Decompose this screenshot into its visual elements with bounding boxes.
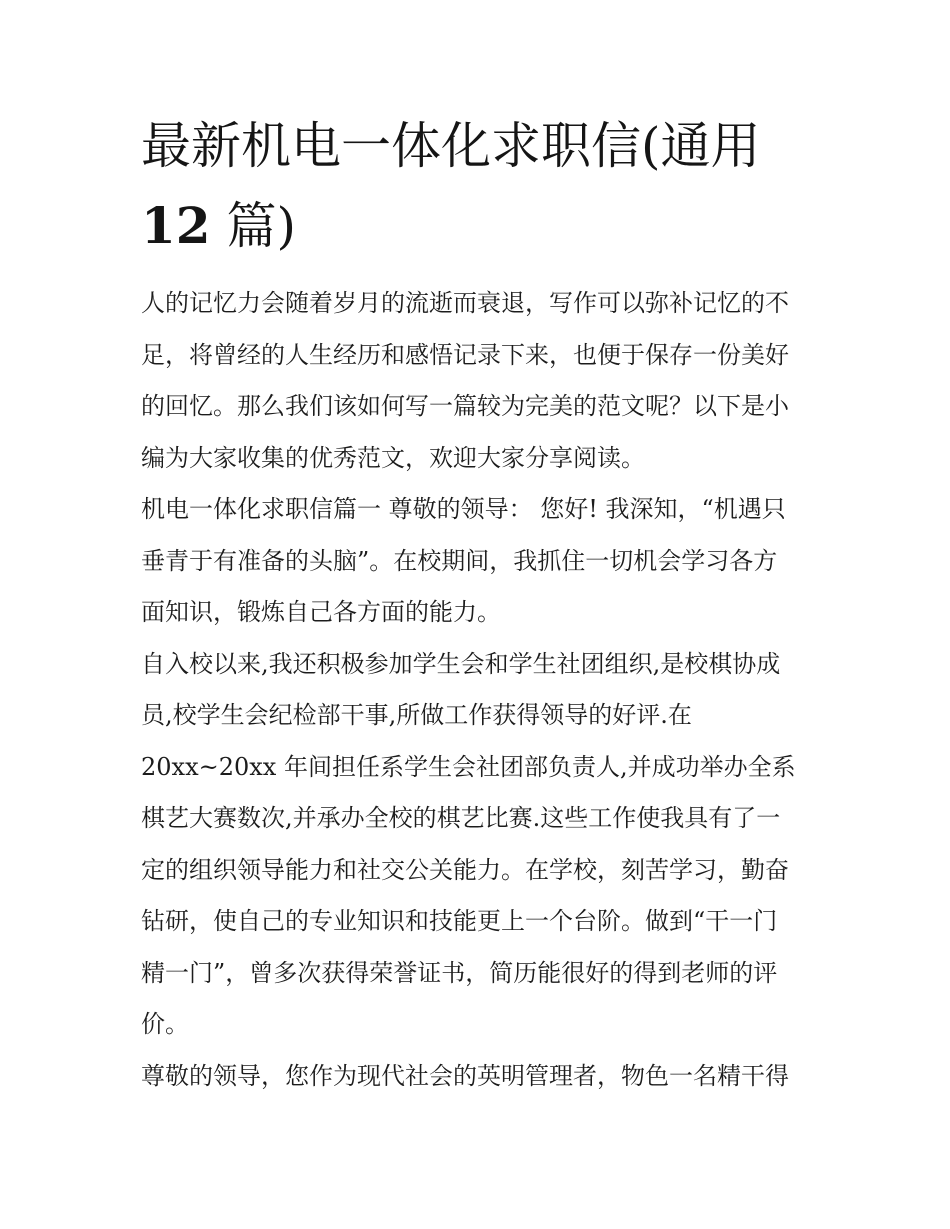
paragraph-line: 尊敬的领导，您作为现代社会的英明管理者，物色一名精干得: [141, 1061, 789, 1090]
document-body: [141, 106, 813, 1102]
paragraph-line: 足，将曾经的人生经历和感悟记录下来，也便于保存一份美好: [141, 340, 789, 369]
paragraph-line: 精一门”，曾多次获得荣誉证书，简历能很好的得到老师的评: [141, 958, 778, 987]
paragraph-closing: [141, 1051, 813, 1103]
paragraph-line: 员,校学生会纪检部干事,所做工作获得领导的好评.在: [141, 701, 692, 729]
paragraph-line: 垂青于有准备的头脑”。在校期间，我抓住一切机会学习各方: [141, 546, 778, 575]
paragraph-line: 机电一体化求职信篇一 尊敬的领导： 您好! 我深知，“机遇只: [141, 495, 786, 523]
paragraph-line: 的回忆。那么我们该如何写一篇较为完美的范文呢？以下是小: [141, 392, 789, 420]
title-line-2: 篇): [226, 197, 297, 255]
paragraph-line: 棋艺大赛数次,并承办全校的棋艺比赛.这些工作使我具有了一: [141, 804, 781, 832]
title-number: 12: [141, 196, 211, 255]
document-title: [141, 106, 813, 266]
paragraph-line: 面知识，锻炼自己各方面的能力。: [141, 598, 501, 626]
title-line-1: 最新机电一体化求职信(通用: [141, 117, 761, 175]
paragraph-line: 人的记忆力会随着岁月的流逝而衰退，写作可以弥补记忆的不: [141, 289, 789, 317]
paragraph-line: 钻研，使自己的专业知识和技能更上一个台阶。做到“干一门: [141, 907, 778, 935]
paragraph-line: 自入校以来,我还积极参加学生会和学生社团组织,是校棋协成: [141, 649, 781, 678]
paragraph-line: 编为大家收集的优秀范文，欢迎大家分享阅读。: [141, 443, 645, 472]
paragraph-intro: [141, 278, 813, 484]
paragraph-line: 定的组织领导能力和社交公关能力。在学校，刻苦学习，勤奋: [141, 855, 789, 884]
paragraph-line: 20xx~20xx 年间担任系学生会社团部负责人,并成功举办全系: [141, 752, 796, 781]
paragraph-line: 价。: [141, 1010, 189, 1038]
paragraph-letter-opening: [141, 484, 813, 639]
paragraph-experience: [141, 639, 813, 1051]
